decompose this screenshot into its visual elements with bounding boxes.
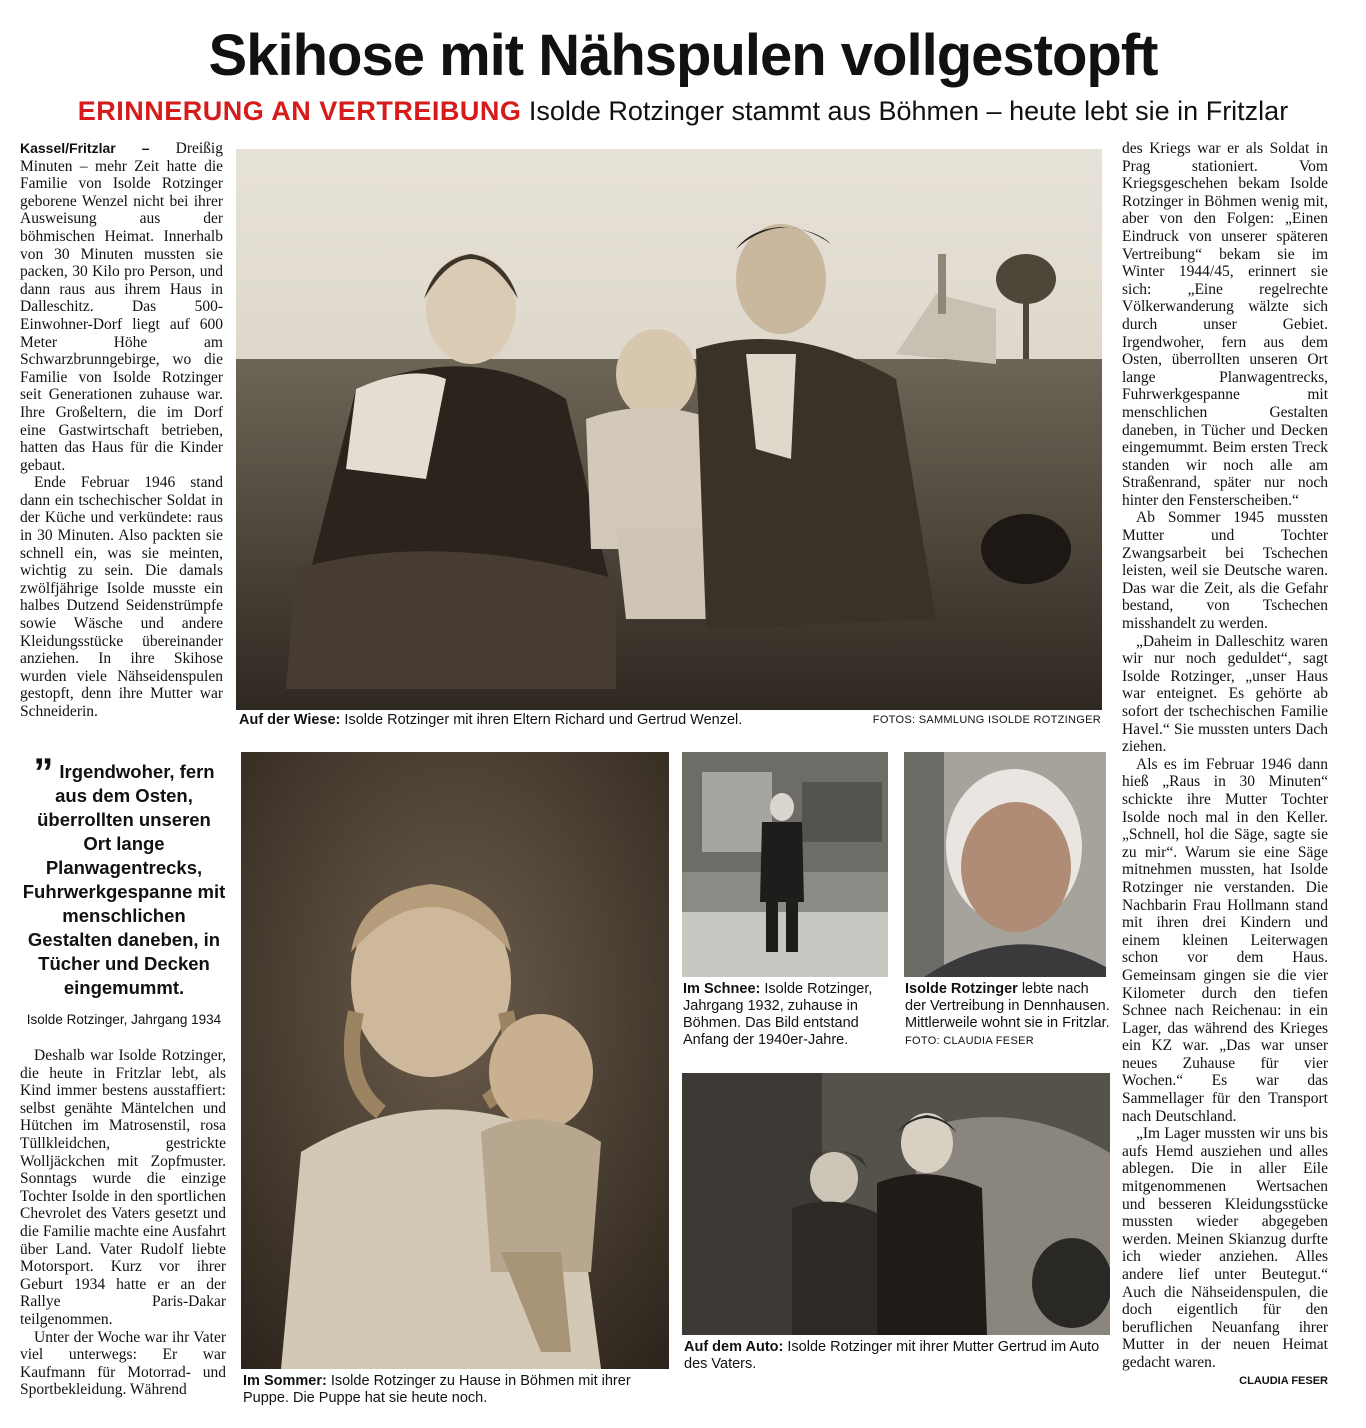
portrait-photo: [904, 752, 1106, 977]
caption-text: Isolde Rotzinger mit ihrer Mutter Gertrud im Auto des Vaters.: [684, 1339, 1100, 1372]
headline: Skihose mit Nähspulen vollgestopft: [208, 23, 1158, 88]
caption-im-schnee: [683, 981, 891, 1049]
caption-isolde-heute: [905, 981, 1110, 1050]
girl-in-snow-photo: [682, 752, 888, 977]
byline: CLAUDIA FESER: [1239, 1374, 1328, 1387]
article-paragraph: Kassel/Fritzlar – Dreißig Minuten – mehr Zeit hatte die Familie von Isolde Rotzinger geborene Wenzel nicht bei ihrer Ausweisung aus der böhmischen Heimat. Innerhalb von 30 Minuten mussten sie packen, 30 Kilo pro Person, und dann raus aus ihrem Haus in Dalleschitz. Das 500-Einwohner-Dorf liegt auf 600 Meter Höhe am Schwarzbrunngebirge, wo die Familie von Isolde Rotzinger seit Generationen zuhause war. Ihre Großeltern, die im Dorf eine Gastwirtschaft betrieben, hatten das Haus für die Kinder gebaut.: [20, 140, 223, 474]
caption-auf-dem-auto: [684, 1339, 1114, 1373]
pull-quote: [22, 751, 226, 1000]
caption-label: Auf dem Auto:: [684, 1339, 784, 1355]
photo-credit: FOTO: CLAUDIA FESER: [905, 1035, 1034, 1047]
article-paragraph: Als es im Februar 1946 dann hieß „Raus in 30 Minuten“ schickte ihre Mutter Tochter Isolde noch mal in den Keller. „Schnell, hol die Säge, sagte sie zu mir“. Warum sie eine Säge mitnehmen mussten, hat Isolde Rotzinger nie verstanden. Die Nachbarin Frau Hollmann stand mit ihren drei Kindern und einem kleinen Leiterwagen schon vor dem Haus. Gemeinsam gingen sie die vier Kilometer durch den tiefen Schnee nach Reichenau: in ein Lager, das während des Krieges ein KZ war. „Das war unser neues Zuhause für vier Wochen.“ Es war das Sammellager für den Transport nach Deutschland.: [1122, 755, 1328, 1125]
left-column-top: [20, 140, 223, 721]
kicker: ERINNERUNG AN VERTREIBUNG: [77, 96, 522, 126]
mother-child-car-photo: [682, 1073, 1110, 1335]
subheadline-text: Isolde Rotzinger stammt aus Böhmen – heute lebt sie in Fritzlar: [528, 96, 1289, 126]
family-meadow-photo: [236, 149, 1102, 710]
caption-label: Isolde Rotzinger: [905, 981, 1018, 997]
photo-credit: FOTOS: SAMMLUNG ISOLDE ROTZINGER: [872, 714, 1101, 726]
article-paragraph: „Im Lager mussten wir uns bis aufs Hemd ausziehen und alles ablegen. Die in aller Eile mitgenommenen Wertsachen und besseren Kleidungsstücke mussten wieder abgegeben werden. Meinen Skianzug durfte ich wieder anziehen. Alles andere lief unter Beutegut.“ Auch die Nähseidenspulen, die doch eigentlich für den beruflichen Neuanfang ihrer Mutter in der neuen Heimat gedacht waren.: [1122, 1125, 1328, 1371]
caption-text: Isolde Rotzinger zu Hause in Böhmen mit ihrer Puppe. Die Puppe hat sie heute noch.: [243, 1373, 631, 1406]
article-paragraph: Unter der Woche war ihr Vater viel unterwegs: Er war Kaufmann für Motorrad- und Sportbekleidung. Während: [20, 1328, 226, 1399]
article-paragraph: „Daheim in Dalleschitz waren wir nur noch geduldet“, sagt Isolde Rotzinger, „unser Haus war enteignet. Es gehörte ab sofort der tschechischen Familie Havel.“ Sie mussten unters Dach ziehen.: [1122, 632, 1328, 756]
photo-isolde-heute: [904, 752, 1106, 977]
caption-text: lebte nach der Vertreibung in Dennhausen. Mittlerweile wohnt sie in Fritzlar.: [905, 981, 1110, 1031]
article-paragraph: des Kriegs war er als Soldat in Prag stationiert. Vom Kriegsgeschehen bekam Isolde Rotzinger in Böhmen wenig mit, aber von den Folgen: „Einen Eindruck von unserer späteren Vertreibung“ bekam sie im Winter 1944/45, erinnert sie sich: „Eine regelrechte Völkerwanderung wälzte sich durch unser Gebiet. Irgendwoher, fern aus dem Osten, überrollten unseren Ort lange Planwagentrecks, Fuhrwerkgespanne mit menschlichen Gestalten daneben, in Tücher und Decken eingemummt. Beim ersten Treck standen wir noch alle am Straßenrand, später nur noch hinter den Fensterscheiben.“: [1122, 140, 1328, 509]
left-column-lower: [20, 1047, 226, 1399]
quote-mark-icon: ”: [33, 751, 54, 795]
photo-im-schnee: [682, 752, 888, 977]
caption-text: Isolde Rotzinger mit ihren Eltern Richard und Gertrud Wenzel.: [344, 712, 743, 728]
photo-im-sommer: [241, 752, 669, 1369]
caption-label: Im Schnee:: [683, 981, 761, 997]
quote-text: Irgendwoher, fern aus dem Osten, überrollten unseren Ort lange Planwagentrecks, Fuhrwerkgespanne mit menschlichen Gestalten daneben, in Tücher und Decken eingemummt.: [22, 761, 226, 998]
photo-auf-der-wiese: [236, 149, 1102, 710]
right-column: [1122, 140, 1328, 1390]
caption-label: Auf der Wiese:: [239, 712, 341, 728]
photo-auf-dem-auto: [682, 1073, 1110, 1335]
subheadline: [0, 96, 1366, 127]
caption-text: Isolde Rotzinger, Jahrgang 1932, zuhause in Böhmen. Das Bild entstand Anfang der 1940er-Jahre.: [683, 981, 873, 1048]
dateline: Kassel/Fritzlar –: [20, 140, 150, 156]
caption-label: Im Sommer:: [243, 1373, 327, 1389]
article-paragraph: Ab Sommer 1945 mussten Mutter und Tochter Zwangsarbeit bei Tschechen leisten, weil sie Deutsche waren. Das war die Zeit, als die Gefahr bestand, von Tschechen misshandelt zu werden.: [1122, 509, 1328, 633]
girl-with-doll-photo: [241, 752, 669, 1369]
caption-im-sommer: [243, 1373, 673, 1407]
caption-auf-der-wiese: [239, 712, 1101, 729]
article-paragraph: Deshalb war Isolde Rotzinger, die heute in Fritzlar lebt, als Kind immer bestens ausstaffiert: selbst genähte Mäntelchen und Hütchen im Matrosenstil, rosa Tüllkleidchen, gestrickte Wolljäckchen mit Zopfmuster. Sonntags wurde die einzige Tochter Isolde in den sportlichen Chevrolet des Vaters gesetzt und die Familie machte eine Ausfahrt über Land. Vater Rudolf liebte Motorsport. Kurz vor ihrer Geburt 1934 hatte er an der Rallye Paris-Dakar teilgenommen.: [20, 1047, 226, 1328]
article-paragraph: Ende Februar 1946 stand dann ein tschechischer Soldat in der Küche und verkündete: raus in 30 Minuten. Also packten sie schnell ein, was sie meinten, wichtig zu sein. Die damals zwölfjährige Isolde musste ein halbes Dutzend Seidenstrümpfe sowie Wäsche und andere Kleidungsstücke übereinander anziehen. In ihre Skihose wurden viele Nähseidenspulen gestopft, denn ihre Mutter war Schneiderin.: [20, 474, 223, 720]
quote-source: Isolde Rotzinger, Jahrgang 1934: [26, 1012, 222, 1027]
